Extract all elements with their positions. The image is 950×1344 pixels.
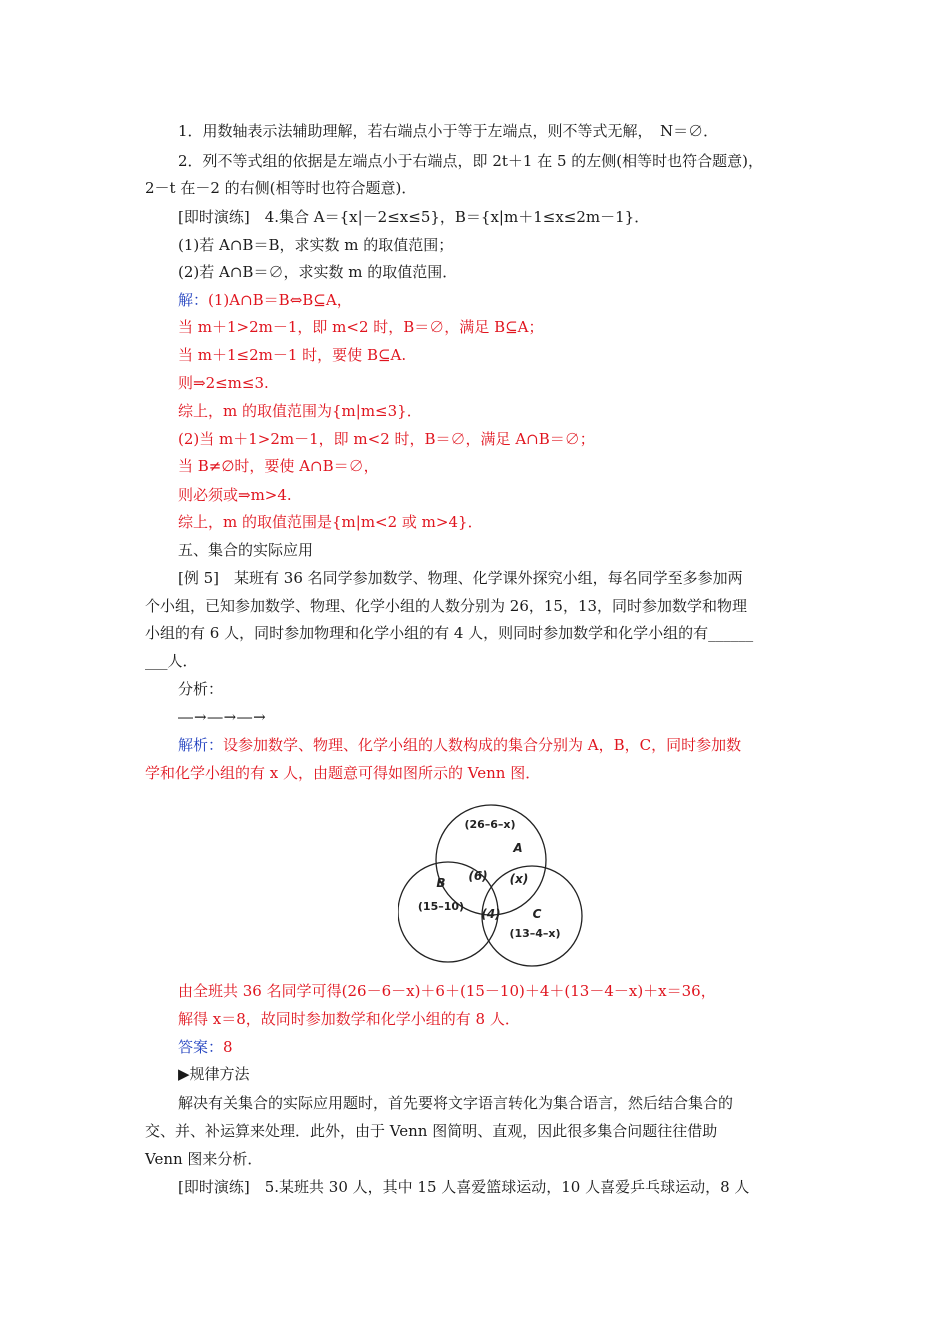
venn-label-ab: (6) bbox=[468, 869, 488, 883]
solution-4-line-1 bbox=[178, 289, 352, 311]
note-2: 2．列不等式组的依据是左端点小于右端点，即 2t＋1 在 5 的左侧(相等时也符合题意)， bbox=[178, 152, 763, 170]
venn-label-a-count: (26–6–x) bbox=[464, 818, 516, 831]
venn-label-a: A bbox=[513, 841, 523, 855]
parse-line-1 bbox=[178, 734, 741, 756]
solution-4-line-2: 当 m＋1>2m－1，即 m<2 时，B＝∅，满足 B⊆A； bbox=[178, 318, 544, 336]
solution-4-line-6: (2)当 m＋1>2m－1，即 m<2 时，B＝∅，满足 A∩B＝∅； bbox=[178, 430, 595, 448]
venn-label-c: C bbox=[532, 907, 542, 921]
parse-line-1-text: 设参加数学、物理、化学小组的人数构成的集合分别为 A，B，C，同时参加数 bbox=[223, 736, 742, 754]
parse-label: 解析： bbox=[178, 736, 224, 754]
exercise-4-part-2: (2)若 A∩B＝∅，求实数 m 的取值范围． bbox=[178, 263, 458, 281]
example-5-line-2: 个小组，已知参加数学、物理、化学小组的人数分别为 26，15，13，同时参加数学和物理 bbox=[145, 597, 748, 615]
venn-label-b-count: (15–10) bbox=[417, 900, 465, 913]
answer-line bbox=[178, 1036, 233, 1058]
analysis-arrows: ―→―→―→ bbox=[178, 708, 267, 726]
answer-label: 答案： bbox=[178, 1038, 224, 1056]
parse-line-2: 学和化学小组的有 x 人，由题意可得如图所示的 Venn 图． bbox=[145, 764, 541, 782]
venn-diagram bbox=[398, 800, 588, 975]
solution-label: 解： bbox=[178, 291, 209, 309]
solution-4-line-4: 则⇒2≤m≤3. bbox=[178, 374, 269, 392]
example-5-line-1: [例 5] 某班有 36 名同学参加数学、物理、化学课外探究小组，每名同学至多参加两 bbox=[178, 569, 743, 587]
venn-label-c-count: (13–4–x) bbox=[509, 927, 561, 940]
solution-4-line-8: 则必须或⇒m>4. bbox=[178, 486, 292, 504]
solution-4-line-1-text: (1)A∩B＝B⇔B⊆A， bbox=[208, 291, 352, 309]
venn-label-bc: (4) bbox=[481, 907, 501, 921]
solution-4-line-7: 当 B≠∅时，要使 A∩B＝∅， bbox=[178, 457, 379, 475]
note-1: 1．用数轴表示法辅助理解，若右端点小于等于左端点，则不等式无解， N＝∅． bbox=[178, 122, 719, 140]
result-line-1: 由全班共 36 名同学可得(26－6－x)＋6＋(15－10)＋4＋(13－4－x)＋x＝36， bbox=[178, 982, 716, 1000]
example-5-line-3: 小组的有 6 人，同时参加物理和化学小组的有 4 人，则同时参加数学和化学小组的有______ bbox=[145, 624, 754, 642]
exercise-5-stem: [即时演练] 5.某班共 30 人，其中 15 人喜爱篮球运动，10 人喜爱乒乓球运动，8 人 bbox=[178, 1178, 750, 1196]
venn-label-ac: (x) bbox=[509, 872, 529, 886]
rule-heading-text: 规律方法 bbox=[189, 1065, 250, 1083]
note-2-cont: 2－t 在－2 的右侧(相等时也符合题意)． bbox=[145, 179, 417, 197]
rule-line-1: 解决有关集合的实际应用题时，首先要将文字语言转化为集合语言，然后结合集合的 bbox=[178, 1094, 734, 1112]
answer-value: 8 bbox=[223, 1038, 233, 1056]
example-5-line-4: ___人． bbox=[145, 652, 198, 670]
section-heading: 五、集合的实际应用 bbox=[178, 541, 314, 559]
rule-line-3: Venn 图来分析． bbox=[145, 1150, 263, 1168]
solution-4-line-9: 综上，m 的取值范围是{m|m<2 或 m>4}． bbox=[178, 513, 483, 531]
result-line-2: 解得 x＝8，故同时参加数学和化学小组的有 8 人． bbox=[178, 1010, 520, 1028]
exercise-4-part-1: (1)若 A∩B＝B，求实数 m 的取值范围； bbox=[178, 236, 454, 254]
triangle-icon: ▶ bbox=[178, 1065, 190, 1083]
solution-4-line-3: 当 m＋1≤2m－1 时，要使 B⊆A. bbox=[178, 346, 407, 364]
venn-label-b: B bbox=[436, 876, 446, 890]
exercise-4-stem: [即时演练] 4.集合 A＝{x|－2≤x≤5}，B＝{x|m＋1≤x≤2m－1}． bbox=[178, 208, 650, 226]
analysis-heading: 分析： bbox=[178, 680, 224, 698]
rule-heading bbox=[178, 1063, 250, 1085]
rule-line-2: 交、并、补运算来处理．此外，由于 Venn 图简明、直观，因此很多集合问题往往借助 bbox=[145, 1122, 718, 1140]
solution-4-line-5: 综上，m 的取值范围为{m|m≤3}． bbox=[178, 402, 422, 420]
